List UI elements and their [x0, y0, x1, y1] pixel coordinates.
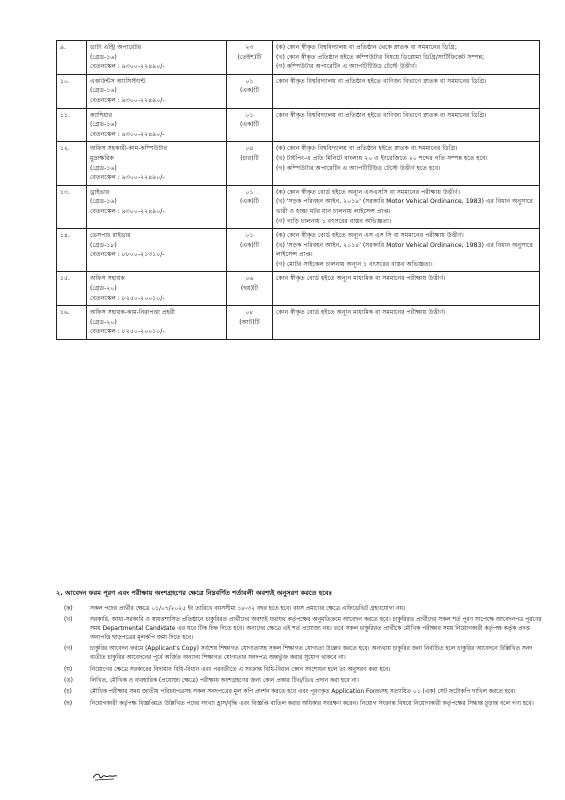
- serial-number: ১৫.: [60, 275, 70, 283]
- post-count-words: (এক)টি: [239, 121, 259, 129]
- qualification-line: কোন স্বীকৃত বিশ্ববিদ্যালয় বা প্রতিষ্ঠান হইতে বাণিজ্য বিভাগে স্নাতক বা সমমানের ডিগ্রি।: [276, 111, 487, 119]
- post-grade: (গ্রেড-১৬): [90, 121, 117, 129]
- post-count-words: (এক)টি: [239, 241, 259, 249]
- table-row: [57, 108, 540, 142]
- qualification-line: (গ) কম্পিউটার অপারেটিং এ অ্যাপটিটিউড টেস্টে উত্তীর্ণ।: [276, 63, 417, 71]
- post-count-words: (এক)টি: [239, 87, 259, 95]
- post-grade: (গ্রেড-১৬): [90, 198, 117, 206]
- post-count: ০১: [245, 111, 254, 119]
- serial-number: ১৩.: [60, 188, 71, 196]
- post-pay-scale: বেতনস্কেল : ৯৩০০-২২৪৯০/-: [90, 174, 165, 182]
- table-row: [57, 74, 540, 108]
- post-name: ড্রাইভার: [90, 188, 110, 196]
- list-item: [56, 688, 546, 697]
- table-row: [57, 185, 540, 228]
- post-pay-scale: বেতনস্কেল : ৮২৫০-২০০১০/-: [90, 328, 165, 336]
- table-row: [57, 142, 540, 185]
- post-grade: (গ্রেড-২০): [90, 285, 117, 293]
- list-item: [56, 605, 546, 614]
- table-row: [57, 41, 540, 75]
- qualification-line: কোন স্বীকৃত বোর্ড হইতে অন্যূন মাধ্যমিক বা সমমানের পরীক্ষায় উত্তীর্ণ।: [276, 309, 446, 317]
- qualification-line: (ক) কোন স্বীকৃত বোর্ড হইতে অন্যূন এসএসসি বা সমমানের পরীক্ষায় উত্তীর্ণ।: [276, 188, 460, 196]
- qualification-line: (গ) কম্পিউটার অপারেটিং এ অ্যাপটিটিউড টেস্টে উত্তীর্ণ হতে হবে।: [276, 164, 441, 172]
- serial-number: ১২.: [60, 145, 71, 153]
- post-grade: (গ্রেড-১৬): [90, 164, 117, 172]
- serial-number: ৯.: [60, 44, 66, 51]
- post-name: অফিস সহায়ক: [90, 275, 125, 283]
- qualification-line: (খ) 'সড়ক পরিবহন আইন, ২০১৮' (সরকারি Motor Vehical Ordinance, 1983) এর বিধান অনুসারে ভারী ও হাল্কা মটর যান চালনায় লাইসেন্স প্রাপ্ত।: [276, 198, 533, 215]
- clause-text: নিয়োগকারী কর্তৃপক্ষ বিজ্ঞপ্তিতে উল্লিখিত পদের সংখ্যা হ্রাস/বৃদ্ধি এবং বিজ্ঞপ্তি বাতিল করার অধিকার সংরক্ষণ করেন। নিয়োগ সংক্রান্ত বিষয়ে নিয়োগকারী কর্তৃপক্ষের সিদ্ধান্ত চূড়ান্ত বলে গণ্য হবে।: [90, 700, 534, 707]
- conditions-list: [56, 605, 546, 711]
- post-grade: (গ্রেড-১৮): [90, 241, 117, 249]
- section-heading: ২. আবেদন ফরম পূরণ এবং পরীক্ষায় অংশগ্রহণের ক্ষেত্রে নিম্নবর্ণিত শর্তাবলী অবশ্যই অনুসরণ করতে হবেঃ: [56, 589, 333, 597]
- clause-label: (চ): [64, 689, 72, 696]
- post-name: ক্যাশিয়ার: [90, 111, 113, 119]
- qualification-line: (খ) টাইপিং-এ প্রতি মিনিটে বাংলায় ২০ ও ইংরেজিতে ২০ শব্দের গতি সম্পন্ন হতে হবে।: [276, 154, 488, 162]
- signature-mark: [92, 770, 118, 782]
- post-name: ডাটা এন্ট্রি অপারেটর: [90, 44, 142, 51]
- post-count: ২৩: [245, 44, 254, 51]
- serial-number: ১৪.: [60, 232, 70, 240]
- clause-text: চাকুরির আবেদন ফরমে (Applicant's Copy) সর্বশেষ শিক্ষাগত যোগ্যতাসহ সকল শিক্ষাগত যোগ্যতা উল্লেখ করতে হবে। অন্যথায় চাকুরির জন্য নির্বাচিত হলে চাকুরির আবেদনে উল্লিখিত সনদ ব্যতীত চাকুরির আবেদনের পূর্বে অর্জিত অন্যান্য শিক্ষাগত যোগ্যতার সনদপত্র অন্তর্ভুক্ত করার সুযোগ থাকবে না।: [90, 646, 533, 662]
- list-item: [56, 645, 546, 663]
- post-name: ডেসপাচ রাইডার: [90, 232, 131, 240]
- post-grade: (গ্রেড-২০): [90, 318, 117, 326]
- clause-text: সরকারি, আধা-সরকারি ও স্বায়ত্তশাসিত প্রতিষ্ঠানে চাকুরিরত প্রার্থীদের অবশ্যই যথাযথ কর্তৃপক্ষের অনুমতিক্রমে আবেদন করতে হবে। চাকুরিরত প্রার্থীদের সকল শর্ত পূরণ সাপেক্ষে আবেদনপত্র পূরণের সময় Departmental Candidate এর ঘরে টিক চিহ্ন দিতে হবে। অন্যদের ক্ষেত্রে এই শর্ত প্রযোজ্য নয়। তবে সকল চাকুরিরত প্রার্থীকে মৌখিক পরীক্ষার সময় নিয়োগকারী কর্তৃপক্ষ কর্তৃক প্রদত্ত অনাপত্তি ছাড়পত্রের মূলকপি জমা দিতে হবে।: [90, 617, 542, 642]
- post-grade: (গ্রেড-১৬): [90, 87, 117, 95]
- post-name: একাউন্টস অ্যাসিস্ট্যান্ট: [90, 77, 146, 85]
- table-row: [57, 272, 540, 306]
- post-name: অফিস সহায়ক-কাম-নিরাপত্তা প্রহরী: [90, 309, 175, 317]
- qualification-line: (ক) কোন স্বীকৃত বোর্ড হইতে অন্যূন এস এস সি বা সমমানের পরীক্ষায় উত্তীর্ণ।: [276, 232, 464, 240]
- qualification-line: (খ) 'সড়ক পরিবহন আইন, ২০১৮' (সরকারি Motor Vehical Ordinance, 1983) এর বিধান অনুসারে লাইসেন্স প্রাপ্ত।: [276, 241, 533, 259]
- post-count: ০৪: [245, 145, 254, 153]
- post-pay-scale: বেতনস্কেল : ৮২৫০-২০০১০/-: [90, 294, 165, 302]
- clause-label: (গ): [64, 646, 73, 653]
- clause-text: নিয়োগের ক্ষেত্রে সরকারের বিদ্যমান বিধি-বিধান এবং পরবর্তীতে এ সংক্রান্ত বিধি-বিধান কোন সংশোধন হলে তা অনুসরণ করা হবে।: [90, 666, 391, 673]
- qualification-line: (খ) কোন স্বীকৃত প্রতিষ্ঠান হইতে কম্পিউটার বিষয়ে ডিপ্লোমা ডিগ্রি/সার্টিফিকেট সম্পন্ন;: [276, 53, 485, 61]
- clause-text: সকল পদের প্রার্থীর ক্ষেত্রে ০১/০৭/২০২৫ ইং তারিখে বয়সসীমা ১৮-৩২ বছর হতে হবে। বয়স প্রমাণের ক্ষেত্রে এফিডেভিট গ্রহণযোগ্য নয়।: [90, 606, 406, 612]
- clause-text: লিখিত, মৌখিক ও ব্যবহারিক (প্রযোজ্য ক্ষেত্রে) পরীক্ষায় অংশগ্রহণের জন্য কোন প্রকার টিএ/ডিএ প্রদান করা হবে না।: [90, 677, 359, 684]
- post-count-words: (এক)টি: [239, 198, 259, 206]
- list-item: [56, 677, 546, 686]
- post-count: ০১: [245, 188, 254, 196]
- post-name-continued: মুদ্রাক্ষরিক: [90, 154, 114, 162]
- post-count-words: (তেইশ)টি: [237, 53, 262, 61]
- post-count-words: (চার)টি: [240, 154, 259, 162]
- post-count: ০১: [245, 77, 254, 85]
- serial-number: ১১.: [60, 111, 70, 119]
- post-name: অফিস সহকারী-কাম-কম্পিউটার: [90, 145, 168, 153]
- table-row: [57, 306, 540, 340]
- clause-text: মৌখিক পরীক্ষার সময় জাতীয় পরিচয়পত্রসহ সকল সনদপত্রের মূল কপি প্রদর্শন করতে হবে এবং পূরণকৃত Application Formসহ সত্যায়িত ০১ (এক) সেট ফটোকপি দাখিল করতে হবে।: [90, 689, 516, 696]
- clause-label: (ঘ): [64, 666, 73, 673]
- post-count: ০১: [245, 232, 254, 240]
- list-item: [56, 616, 546, 643]
- posts-table: [56, 40, 540, 340]
- post-count-words: (আট)টি: [239, 318, 260, 326]
- clause-label: (খ): [64, 617, 73, 624]
- qualification-line: কোন স্বীকৃত বিশ্ববিদ্যালয় বা প্রতিষ্ঠান হইতে বাণিজ্য বিভাগে স্নাতক বা সমমানের ডিগ্রি।: [276, 77, 487, 85]
- qualification-line: (গ) মোটর সাইকেল চালনায় অন্যূন ১ বৎসরের বাস্তব অভিজ্ঞতা।: [276, 260, 433, 268]
- list-item: [56, 700, 546, 709]
- clause-label: (ছ): [64, 700, 73, 707]
- post-pay-scale: বেতনস্কেল : ৯৩০০-২২৪৯০/-: [90, 96, 165, 104]
- post-pay-scale: বেতনস্কেল : ৯৩০০-২২৪৯০/-: [90, 63, 165, 71]
- serial-number: ১৬.: [60, 309, 71, 317]
- post-pay-scale: বেতনস্কেল : ৯৩০০-২২৪৯০/-: [90, 207, 165, 215]
- post-count: ০৮: [245, 309, 254, 317]
- qualification-line: কোন স্বীকৃত বোর্ড হইতে অন্যূন মাধ্যমিক বা সমমানের পরীক্ষায় উত্তীর্ণ।: [276, 275, 446, 283]
- qualification-line: (গ) গাড়ি চালনায় ১ বৎসরের বাস্তব অভিজ্ঞতা।: [276, 217, 392, 225]
- post-count: ০৬: [245, 275, 254, 283]
- serial-number: ১০.: [60, 77, 71, 85]
- post-count-words: (ছয়)টি: [240, 285, 259, 293]
- post-pay-scale: বেতনস্কেল : ৮৮০০-২১৩১০/-: [90, 251, 165, 259]
- post-pay-scale: বেতনস্কেল : ৯৩০০-২২৪৯০/-: [90, 130, 165, 138]
- qualification-line: (ক) কোন স্বীকৃত বিশ্ববিদ্যালয় বা প্রতিষ্ঠান হইতে স্নাতক বা সমমানের ডিগ্রি।: [276, 145, 458, 153]
- post-grade: (গ্রেড-১৬): [90, 53, 117, 61]
- list-item: [56, 666, 546, 675]
- table-row: [57, 229, 540, 272]
- clause-label: (ক): [64, 606, 73, 612]
- clause-label: (ঙ): [64, 677, 73, 684]
- qualification-line: (ক) কোন স্বীকৃত বিশ্ববিদ্যালয় বা প্রতিষ্ঠান থেকে স্নাতক বা সমমানের ডিগ্রি;: [276, 44, 457, 51]
